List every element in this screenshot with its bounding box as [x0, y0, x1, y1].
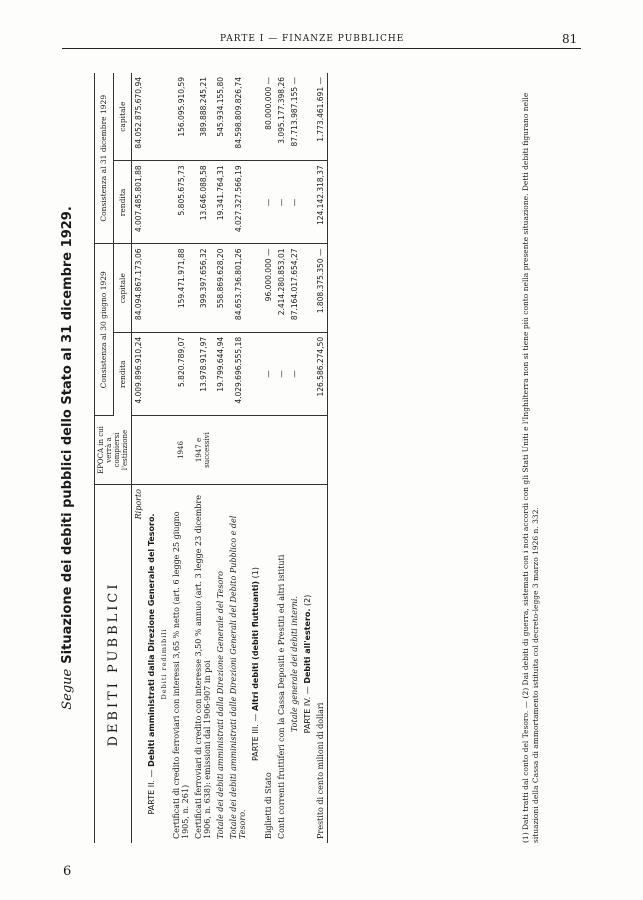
col-capitale-1: capitale [113, 244, 132, 332]
prestito-r1: 126.586.274,50 [314, 332, 328, 415]
parte-4-part: PARTE IV. — [303, 686, 312, 734]
row-parte-4 [301, 73, 314, 843]
header-rule [62, 48, 581, 49]
cert-2-c2: 389.888.245,21 [192, 73, 214, 161]
parte-3-part: PARTE III. — [251, 713, 260, 761]
parte-4-bold: Debiti all'estero. [303, 608, 312, 684]
prestito-c2: 1.773.461.691 — [314, 73, 328, 161]
conti-label: Conti correnti fruttiferi con la Cassa Depositi e Prestiti ed altri istituti [277, 554, 286, 839]
row-total-tesoro [214, 73, 227, 843]
conti-c2: 3.095.177.398,26 [275, 73, 288, 161]
riporto-r1: 4.009.896.910,24 [132, 332, 146, 415]
riporto-r2: 4.007.485.801,88 [132, 161, 146, 244]
debt-table [94, 73, 328, 843]
total-interni-c2: 87.713.987.155 — [288, 73, 301, 161]
cert-1-r1: 5.820.789,07 [170, 332, 192, 415]
cert-1-epoca: 1946 [170, 416, 192, 485]
row-redimibili [158, 73, 170, 843]
cert-1-r2: 5.805.675,73 [170, 161, 192, 244]
parte-3-bold: Altri debiti (debiti fluttuanti) [251, 580, 260, 712]
total-both-label: Totale dei debiti amministrati dalle Direzioni Generali del Debito Pubblico e del Tesoro. [229, 515, 247, 839]
parte-2-bold: Debiti amministrati dalla Direzione Generale del Tesoro. [147, 513, 156, 767]
conti-r2: — [275, 161, 288, 244]
col-rendita-1: rendita [113, 332, 132, 415]
col-rendita-2: rendita [113, 161, 132, 244]
biglietti-r1: — [262, 332, 275, 415]
col-epoca: EPOCA in cui verrà a compiersi l'estinzione [95, 416, 132, 485]
cert-2-c1: 399.397.656,32 [192, 244, 214, 332]
col-capitale-2: capitale [113, 73, 132, 161]
total-tesoro-c1: 558.869.628,20 [214, 244, 227, 332]
total-tesoro-c2: 545.934.155,80 [214, 73, 227, 161]
biglietti-c1: 96.000.000 — [262, 244, 275, 332]
total-both-r2: 4.027.327.566,19 [227, 161, 249, 244]
biglietti-label: Biglietti di Stato [264, 772, 273, 839]
riporto-label: Riporto [134, 489, 143, 520]
biglietti-r2: — [262, 161, 275, 244]
prestito-label: Prestito di cento milioni di dollari [314, 485, 328, 844]
row-conti [275, 73, 288, 843]
total-tesoro-label: Totale dei debiti amministrati dalla Direzione Generale del Tesoro [216, 571, 225, 839]
parte-2-heading [145, 485, 158, 844]
total-interni-r2: — [288, 161, 301, 244]
riporto-c1: 84.094.867.173,06 [132, 244, 146, 332]
col-group-giugno: Consistenza al 30 giugno 1929 [95, 244, 114, 416]
row-parte-2 [145, 73, 158, 843]
total-tesoro-r2: 19.341.764,31 [214, 161, 227, 244]
conti-c1: 2.414.280.853,01 [275, 244, 288, 332]
cert-1-c2: 156.095.910,59 [170, 73, 192, 161]
prestito-r2: 124.142.318,37 [314, 161, 328, 244]
page-header [0, 34, 643, 50]
row-total-interni [288, 73, 301, 843]
rotated-content [56, 73, 576, 843]
row-riporto [132, 73, 146, 843]
total-interni-c1: 87.164.017.654,27 [288, 244, 301, 332]
page-number: 81 [562, 32, 578, 46]
total-both-c1: 84.653.736.801,26 [227, 244, 249, 332]
prestito-c1: 1.808.375.350 — [314, 244, 328, 332]
col-group-dicembre: Consistenza al 31 dicembre 1929 [95, 73, 114, 244]
biglietti-c2: 80.000.000 — [262, 73, 275, 161]
row-parte-3 [249, 73, 262, 843]
row-cert-1 [170, 73, 192, 843]
parte-3-note: (1) [251, 567, 260, 579]
conti-r1: — [275, 332, 288, 415]
caption-segue: Segue [60, 668, 75, 710]
row-prestito [314, 73, 328, 843]
row-total-both [227, 73, 249, 843]
total-both-r1: 4.029.696.555,18 [227, 332, 249, 415]
total-tesoro-r1: 19.799.644,94 [214, 332, 227, 415]
col-debiti-pubblici: DEBITI PUBBLICI [95, 485, 132, 844]
total-interni-label: Totale generale dei debiti interni. [290, 595, 299, 733]
row-biglietti [262, 73, 275, 843]
cert-1-label: Certificati di credito ferroviari con interessi 3,65 % netto (art. 6 legge 25 giugno 1905, n. 261) [172, 511, 190, 839]
riporto-c2: 84.052.875.670,94 [132, 73, 146, 161]
parte-3-heading [249, 485, 262, 844]
parte-4-note: (2) [303, 594, 312, 606]
parte-2-part: PARTE II. — [147, 769, 156, 815]
cert-1-c1: 159.471.971,88 [170, 244, 192, 332]
row-cert-2 [192, 73, 214, 843]
caption-main: Situazione dei debiti pubblici dello Stato al 31 dicembre 1929. [60, 206, 75, 664]
total-both-c2: 84.598.809.826,74 [227, 73, 249, 161]
table-caption [56, 73, 86, 843]
redimibili-subheading: Debiti redimibili [160, 628, 168, 700]
cert-2-label: Certificati ferroviari di credito con interesse 3,50 % annuo (art. 3 legge 23 dicembre 1906, n. 638): emissioni dal 1906-907 in poi [194, 495, 212, 839]
running-title: PARTE I — FINANZE PUBBLICHE [220, 34, 405, 44]
footnote: (1) Dati tratti dal conto del Tesoro. — (2) Dai debiti di guerra, sistemati con i noti accordi con gli Stati Uniti e l'Inghilterra non si tiene più conto nella presente situazione. Detti debiti figurano nelle situazioni della Cassa di ammortamento istituita col decreto-legge 3 marzo 1926 n. 332. [521, 92, 540, 843]
cert-2-epoca: 1947 e successivi [192, 416, 214, 485]
cert-2-r1: 13.978.917,97 [192, 332, 214, 415]
cert-2-r2: 13.646.088,58 [192, 161, 214, 244]
page-bottom-number: 6 [63, 864, 72, 879]
total-interni-r1: — [288, 332, 301, 415]
parte-4-heading [301, 485, 314, 844]
